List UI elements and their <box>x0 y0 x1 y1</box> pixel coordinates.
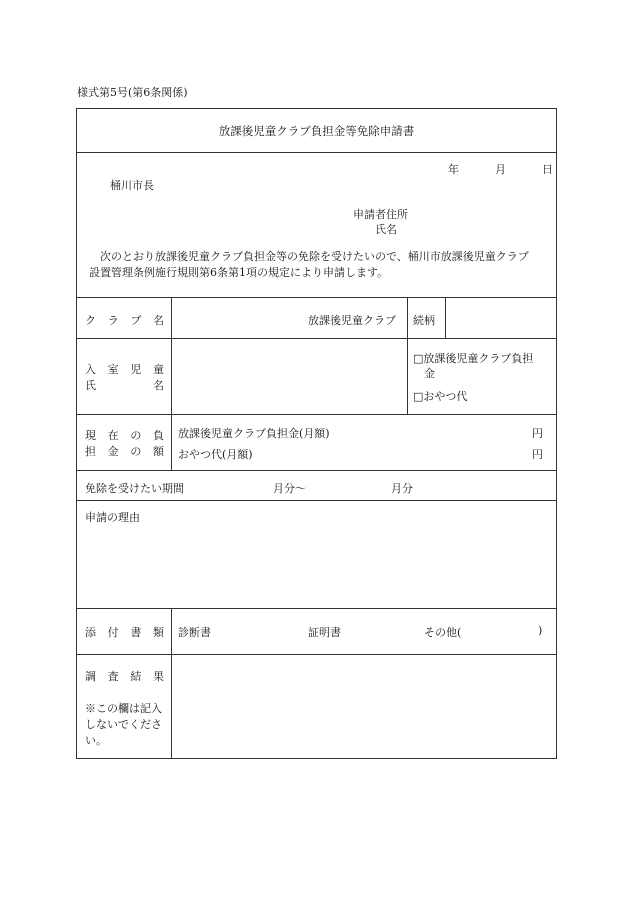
club-name-value[interactable]: 放課後児童クラブ <box>308 314 396 327</box>
applicant-address-label: 申請者住所 <box>353 208 408 221</box>
child-name-label: 入 室 児 童 氏 名 <box>85 363 164 392</box>
option-club-fee-text-2: 金 <box>424 367 435 380</box>
divider <box>77 500 556 501</box>
date-day[interactable]: 日 <box>542 163 553 176</box>
attachment-medical-certificate[interactable]: 診断書 <box>178 626 211 639</box>
exemption-period-label: 免除を受けたい期間 <box>85 482 184 495</box>
divider <box>77 338 556 339</box>
date-month[interactable]: 月 <box>495 163 506 176</box>
snack-fee-yen[interactable]: 円 <box>532 448 543 461</box>
applicant-name-label: 氏名 <box>375 223 397 236</box>
column-divider <box>407 297 408 414</box>
relation-field[interactable] <box>446 298 557 338</box>
survey-note: ※この欄は記入 しないでくださ い。 <box>85 702 162 747</box>
form-id: 様式第5号(第6条関係) <box>77 86 188 99</box>
club-fee-monthly-label: 放課後児童クラブ負担金(月額) <box>178 427 330 440</box>
option-snack-fee[interactable]: □おやつ代 <box>413 390 468 403</box>
snack-fee-monthly-label: おやつ代(月額) <box>178 448 253 461</box>
option-club-fee-text-1: □放課後児童クラブ負担 <box>413 352 534 365</box>
relation-label: 続柄 <box>413 314 435 327</box>
statement-line-1: 次のとおり放課後児童クラブ負担金等の免除を受けたいので、桶川市放課後児童クラブ <box>100 250 529 263</box>
form-title: 放課後児童クラブ負担金等免除申請書 <box>218 124 415 138</box>
addressee: 桶川市長 <box>110 179 154 192</box>
column-divider <box>171 608 172 759</box>
survey-result-field <box>173 656 556 757</box>
survey-result-label: 調 査 結 果 <box>85 670 164 683</box>
divider <box>77 470 556 471</box>
attachment-certificate[interactable]: 証明書 <box>308 626 341 639</box>
period-to[interactable]: 月分 <box>391 482 413 495</box>
divider <box>77 152 556 153</box>
column-divider <box>171 297 172 470</box>
reason-label: 申請の理由 <box>85 511 140 524</box>
reason-field[interactable] <box>78 525 555 607</box>
statement-line-2: 設置管理条例施行規則第6条第1項の規定により申請します。 <box>89 266 389 279</box>
option-club-fee[interactable] <box>413 351 533 381</box>
divider <box>77 654 556 655</box>
attachments-label: 添 付 書 類 <box>85 626 164 639</box>
date-year[interactable]: 年 <box>448 163 459 176</box>
attachment-other[interactable]: その他( <box>424 626 462 639</box>
club-name-label: ク ラ ブ 名 <box>85 314 164 327</box>
child-name-field[interactable] <box>173 340 407 412</box>
application-statement <box>89 249 550 281</box>
column-divider <box>445 297 446 338</box>
application-form <box>76 108 557 759</box>
divider <box>77 608 556 609</box>
divider <box>77 414 556 415</box>
current-burden-label: 現 在 の 負 担 金 の 額 <box>85 429 164 458</box>
club-fee-yen[interactable]: 円 <box>532 427 543 440</box>
period-from[interactable]: 月分〜 <box>273 482 306 495</box>
attachment-other-close: ) <box>538 624 543 637</box>
